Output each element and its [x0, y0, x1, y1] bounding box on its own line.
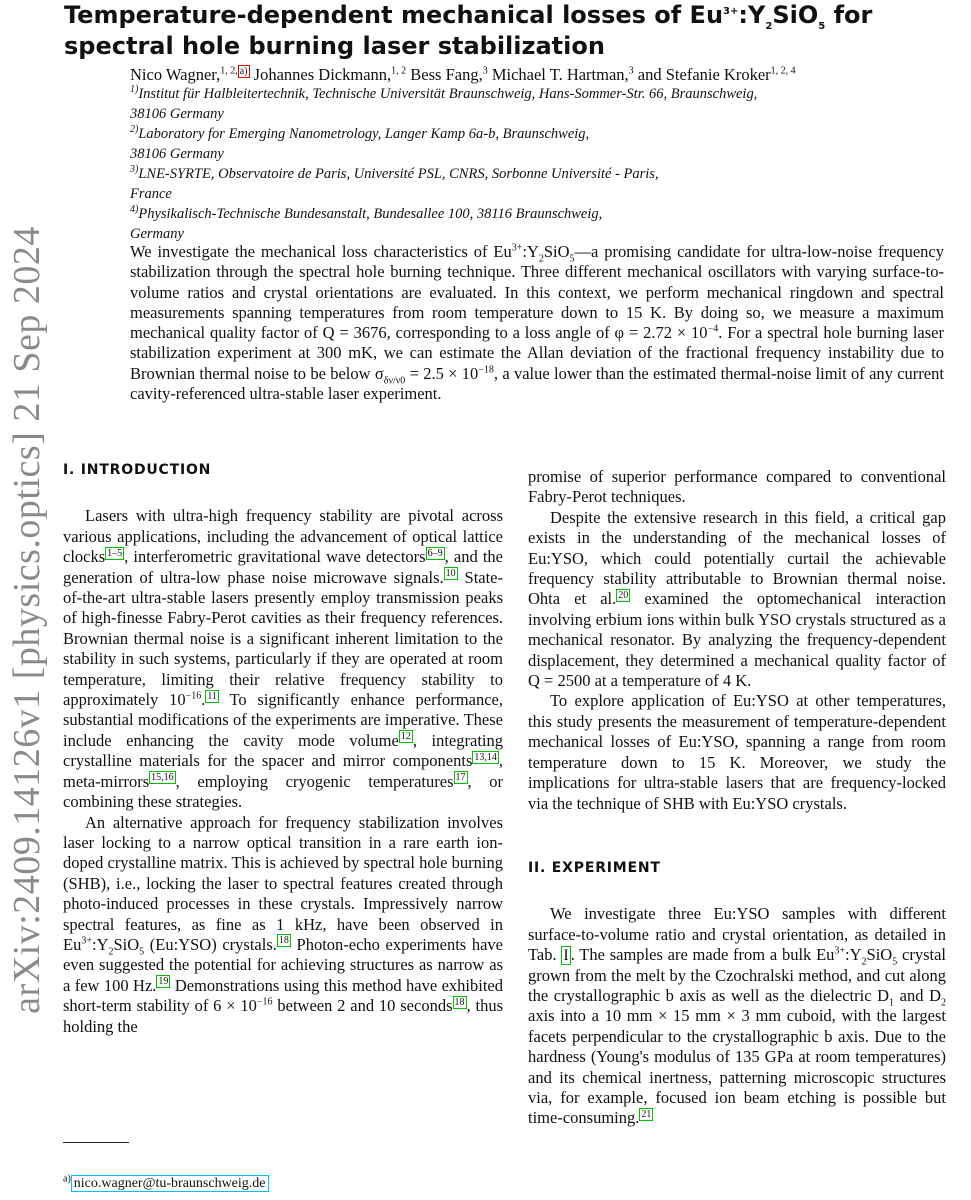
citation-link[interactable]: 21 — [641, 1108, 652, 1120]
citation-link[interactable]: 15,16 — [151, 772, 174, 784]
citation-link[interactable]: 18 — [454, 996, 465, 1008]
citation-link[interactable]: 19 — [158, 976, 169, 988]
experiment-paragraph-1: We investigate three Eu:YSO samples with different surface-to-volume ratio and crystal orientation, as detailed in Tab. I . The samples are made from a bulk $Eu^{3+}:Y_2SiO_5$ crystal grown from the melt by the Czochralski method, and cut along the crystallographic b axis as well as the dielectric $D_1$ and $D_2$ axis into a 10 mm × 15 mm × 3 mm cuboid, with the largest facets perpendicular to the crystallographic b axis. Due to the hardness (Young's modulus of 135 GPa at room temperatures) and its chemical inertness, patterning microscopic structures via, for example, focused ion beam etching is possible but time-consuming. $^{21}$ — [528, 904, 946, 1128]
left-column — [63, 460, 503, 1037]
affiliation-3: $^{3)}$LNE-SYRTE, Observatoire de Paris, Université PSL, CNRS, Sorbonne Université - Paris, France — [130, 164, 659, 202]
arxiv-identifier: arXiv:2409.14126v1 [physics.optics] 21 Sep 2024 — [6, 226, 48, 1014]
citation-link[interactable]: 11 — [207, 690, 217, 702]
footnote: $^{a)}$ nico.wagner@tu-braunschweig.de — [63, 1176, 269, 1192]
section-heading-experiment: II. EXPERIMENT — [528, 859, 661, 876]
intro-paragraph-2: An alternative approach for frequency stabilization involves laser locking to a narrow optical transition in a rare earth ion-doped crystalline matrix. This is achieved by spectral hole burning (SHB), i.e., locking the laser to spectral features created through photo-induced processes in these crystals. Impressively narrow spectral features, as fine as 1 kHz, have been observed in $Eu^{3+}:Y_2SiO_5$ (Eu:YSO) crystals. $^{18}$ Photon-echo experiments have even suggested the potential for achieving structures as narrow as a few 100 Hz. $^{19}$ Demonstrations using this method have exhibited short-term stability of $6 \times 10^{-16}$ between 2 and 10 seconds $^{18}$ , thus holding the — [63, 812, 503, 1036]
author-email-link[interactable]: nico.wagner@tu-braunschweig.de — [71, 1175, 269, 1192]
citation-link[interactable]: 13,14 — [474, 751, 497, 763]
arxiv-sidebar — [2, 226, 52, 1014]
abstract: We investigate the mechanical loss characteristics of $Eu^{3+}:Y_2SiO_5—a$ promising candidate for ultra-low-noise frequency stabilization through the spectral hole burning technique. Three different mechanical oscillators with varying surface-to-volume ratios and crystal orientations are evaluated. In this context, we perform mechanical ringdown and spectral measurements spanning temperatures from room temperature down to 15 K. By doing so, we measure a maximum mechanical quality factor of Q = 3676, corresponding to a loss angle of $\varphi = 2.72 \times 10^{-4}$. For a spectral hole burning laser stabilization experiment at 300 mK, we can estimate the Allan deviation of the fractional frequency instability due to Brownian thermal noise to be below $\sigma_{\delta\nu/\nu 0} = 2.5 \times 10^{-18}$, a value lower than the estimated thermal-noise limit of any current cavity-referenced ultra-stable laser experiment. — [130, 242, 944, 404]
citation-link[interactable]: 1–5 — [107, 547, 123, 559]
section-heading-introduction: I. INTRODUCTION — [63, 462, 212, 478]
table-reference-link[interactable]: I — [563, 947, 569, 965]
affiliation-4: $^{4)}$Physikalisch-Technische Bundesanstalt, Bundesallee 100, 38116 Braunschweig, Germany — [130, 204, 603, 242]
author-list: Nico Wagner,$^{1, 2,}$ $^{a)}$ Johannes Dickmann,$^{1, 2}$ Bess Fang,$^3$ Michael T. Hartman,$^3$ and Stefanie Kroker$^{1, 2, 4}$ — [130, 65, 796, 84]
citation-link[interactable]: 18 — [278, 935, 289, 947]
intro-paragraph-3: Despite the extensive research in this field, a critical gap exists in the understanding of the mechanical losses of Eu:YSO, which could potentially curtail the achievable frequency stability attributable to Brownian thermal noise. Ohta et al. $^{20}$ examined the optomechanical interaction involving erbium ions within bulk YSO crystals structured as a mechanical resonator. By analyzing the frequency-dependent displacement, they determined a mechanical quality factor of Q = 2500 at a temperature of 4 K. — [528, 507, 947, 691]
author-footnote-link[interactable]: a) — [239, 65, 248, 77]
citation-link[interactable]: 6–9 — [427, 547, 443, 559]
intro-paragraph-2-continued: promise of superior performance compared to conventional Fabry-Perot techniques. — [528, 467, 946, 507]
affiliation-1: $^{1)}$Institut für Halbleitertechnik, Technische Universität Braunschweig, Hans-Sommer-Str. 66, Braunschweig, 38106 Germany — [130, 84, 758, 122]
right-column — [528, 467, 946, 1129]
intro-paragraph-1: Lasers with ultra-high frequency stability are pivotal across various applications, including the advancement of optical lattice clocks $^{1-5}$ , interferometric gravitational wave detectors $^{6-9}$ , and the generation of ultra-low phase noise microwave signals. $^{10}$ State-of-the-art ultra-stable lasers presently employ transmission peaks of high-finesse Fabry-Perot cavities as their frequency references. Brownian thermal noise is a significant inherent limitation to the stability in such systems, particularly if they are operated at room temperature, limiting their relative frequency stability to approximately $10^{-16}$. $^{11}$ To significantly enhance performance, substantial modifications of the experiments are imperative. These include enhancing the cavity mode volume $^{12}$ , integrating crystalline materials for the spacer and mirror components $^{13,14}$ , meta-mirrors $^{15,16}$ , employing cryogenic temperatures $^{17}$ , or combining these strategies. — [63, 506, 504, 812]
citation-link[interactable]: 10 — [445, 568, 456, 580]
affiliations — [130, 84, 950, 244]
footnote-divider — [63, 1142, 129, 1143]
citation-link[interactable]: 17 — [455, 772, 466, 784]
citation-link[interactable]: 20 — [618, 589, 629, 601]
intro-paragraph-4: To explore application of Eu:YSO at other temperatures, this study presents the measurement of temperature-dependent mechanical losses of Eu:YSO, spanning a range from room temperature down to 15 K. Moreover, we study the implications for ultra-stable lasers that are frequency-locked via the technique of SHB with Eu:YSO crystals. — [528, 691, 946, 813]
paper-title: Temperature-dependent mechanical losses of $Eu^{3+}:Y_2SiO_5$ for spectral hole burning laser stabilization — [64, 1, 873, 60]
affiliation-2: $^{2)}$Laboratory for Emerging Nanometrology, Langer Kamp 6a-b, Braunschweig, 38106 Germany — [130, 124, 590, 162]
citation-link[interactable]: 12 — [400, 731, 411, 743]
